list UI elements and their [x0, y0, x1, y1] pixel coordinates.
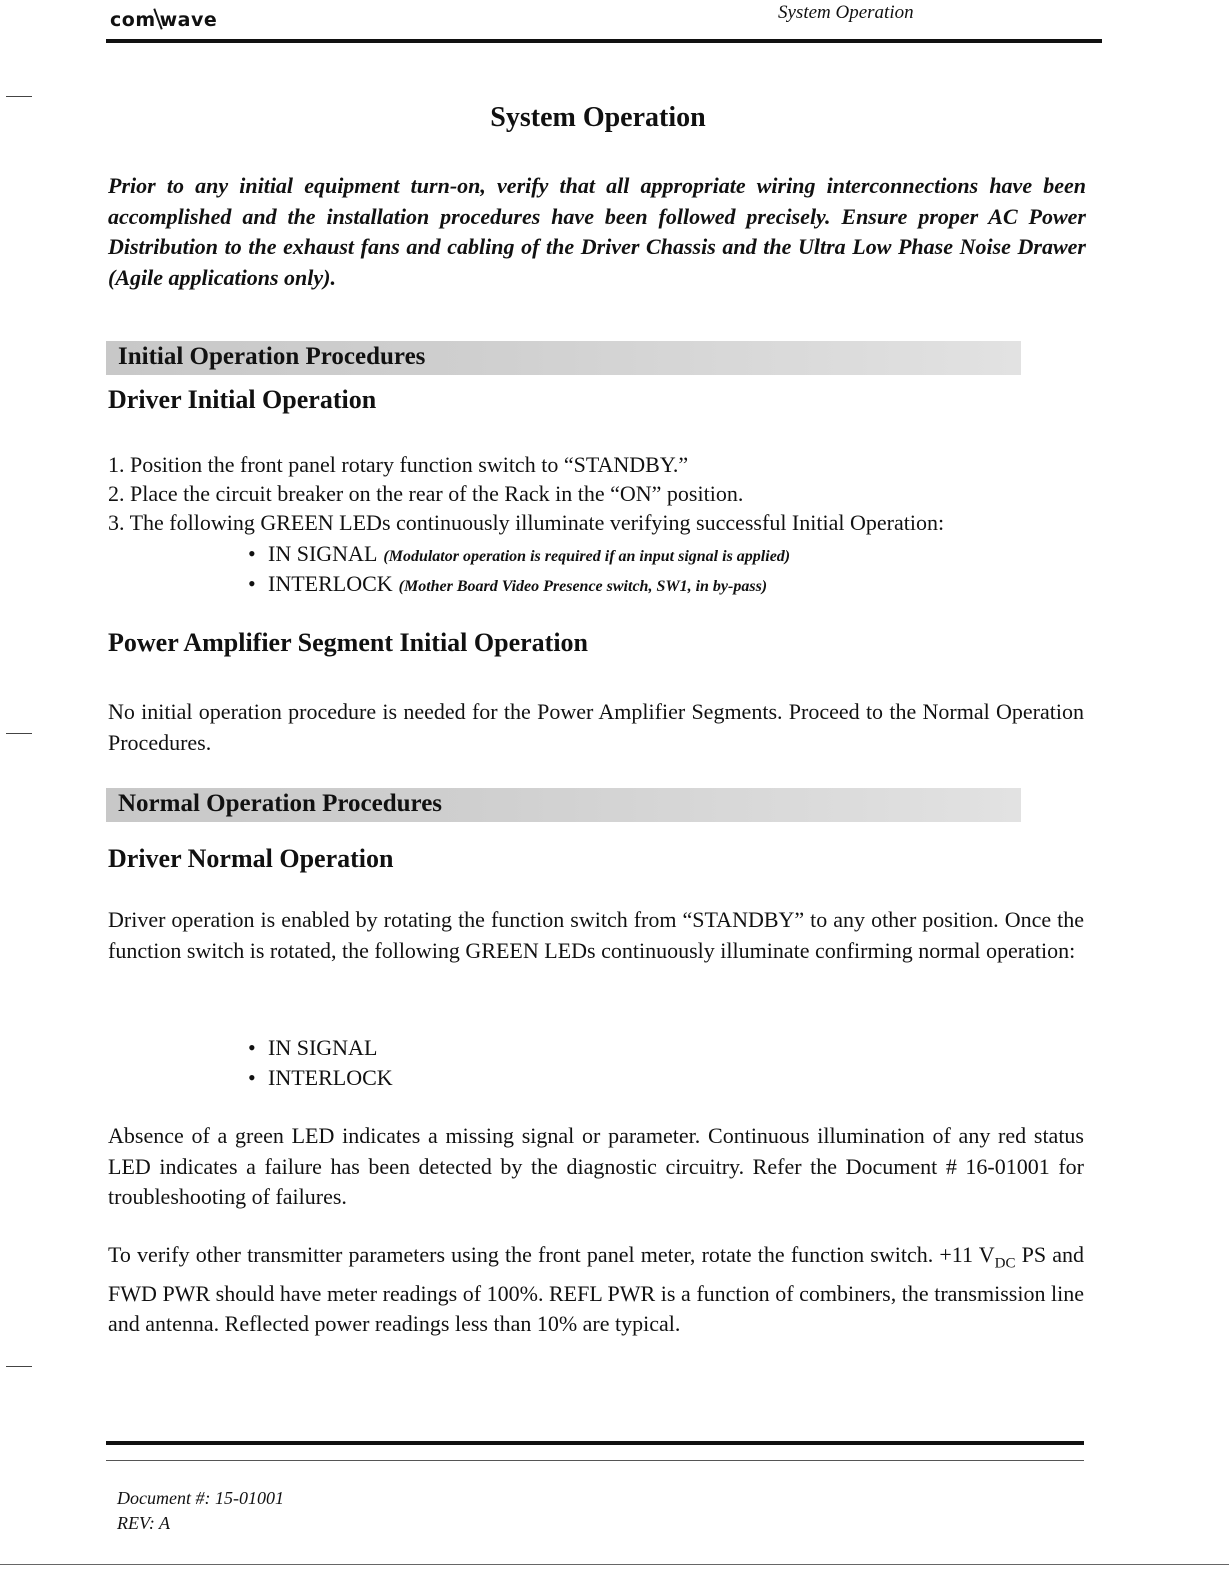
comwave-logo	[110, 8, 217, 31]
bullet-dot: •	[248, 1065, 256, 1090]
footer-revision: REV: A	[117, 1513, 170, 1533]
header-section-title: System Operation	[778, 2, 914, 23]
bullet-label: IN SIGNAL	[268, 541, 378, 566]
bullet-note: (Modulator operation is required if an input signal is applied)	[383, 548, 791, 565]
header-rule	[106, 39, 1102, 43]
page-title: System Operation	[490, 102, 706, 133]
heading-pa-initial: Power Amplifier Segment Initial Operation	[108, 628, 588, 657]
logo-text-left: com	[110, 9, 156, 31]
heading-driver-normal: Driver Normal Operation	[108, 844, 394, 873]
bullet-label: INTERLOCK	[268, 571, 393, 596]
logo-text-right: wave	[159, 9, 218, 31]
section-title-initial: Initial Operation Procedures	[118, 343, 426, 370]
footer-document-number: Document #: 15-01001	[117, 1488, 284, 1508]
bullet-label: IN SIGNAL	[268, 1035, 378, 1060]
bullet-interlock-normal	[248, 1063, 393, 1092]
intro-warning: Prior to any initial equipment turn-on, verify that all appropriate wiring interconnections have been accomplished and the installation procedures have been followed precisely. Ensure proper AC Power Distribution to the exhaust fans and cabling of the Driver Chassis and the Ultra Low Phase Noise Drawer (Agile applications only).	[108, 173, 1086, 290]
bullet-interlock	[248, 569, 767, 601]
step-3: 3. The following GREEN LEDs continuously illuminate verifying successful Initial Operation:	[108, 510, 945, 535]
page-bottom-edge	[0, 1564, 1229, 1565]
bullet-dot: •	[248, 541, 256, 566]
section-title-normal: Normal Operation Procedures	[118, 790, 443, 817]
edge-mark	[6, 1366, 32, 1367]
bullet-in-signal-normal	[248, 1033, 377, 1062]
verify-subscript: DC	[994, 1255, 1016, 1272]
absence-text: Absence of a green LED indicates a missing signal or parameter. Continuous illumination of any red status LED indicates a failure has been detected by the diagnostic circuitry. Refer the Document # 16-01001 for troubleshooting of failures.	[108, 1123, 1084, 1209]
heading-driver-initial: Driver Initial Operation	[108, 385, 377, 414]
verify-text-after: PS and FWD PWR should have meter readings of 100%. REFL PWR is a function of combiners, the transmission line and antenna. Reflected power readings less than 10% are typical.	[108, 1242, 1084, 1337]
step-1: 1. Position the front panel rotary function switch to “STANDBY.”	[108, 452, 689, 477]
bullet-dot: •	[248, 1035, 256, 1060]
edge-mark	[6, 96, 32, 97]
bullet-note: (Mother Board Video Presence switch, SW1, in by-pass)	[398, 578, 768, 595]
bullet-dot: •	[248, 571, 256, 596]
pa-initial-text: No initial operation procedure is needed for the Power Amplifier Segments. Proceed to the Normal Operation Procedures.	[108, 699, 1084, 755]
driver-normal-text: Driver operation is enabled by rotating the function switch from “STANDBY” to any other position. Once the function switch is rotated, the following GREEN LEDs continuously illuminate confirming normal operation:	[108, 907, 1084, 963]
bullet-in-signal	[248, 539, 790, 571]
edge-mark	[6, 733, 32, 734]
footer-rule	[106, 1441, 1084, 1445]
bullet-label: INTERLOCK	[268, 1065, 393, 1090]
verify-text	[108, 1240, 1084, 1340]
footer-rule-thin	[106, 1460, 1084, 1461]
verify-text-before: To verify other transmitter parameters using the front panel meter, rotate the function switch. +11 V	[108, 1242, 995, 1267]
step-2: 2. Place the circuit breaker on the rear of the Rack in the “ON” position.	[108, 481, 744, 506]
